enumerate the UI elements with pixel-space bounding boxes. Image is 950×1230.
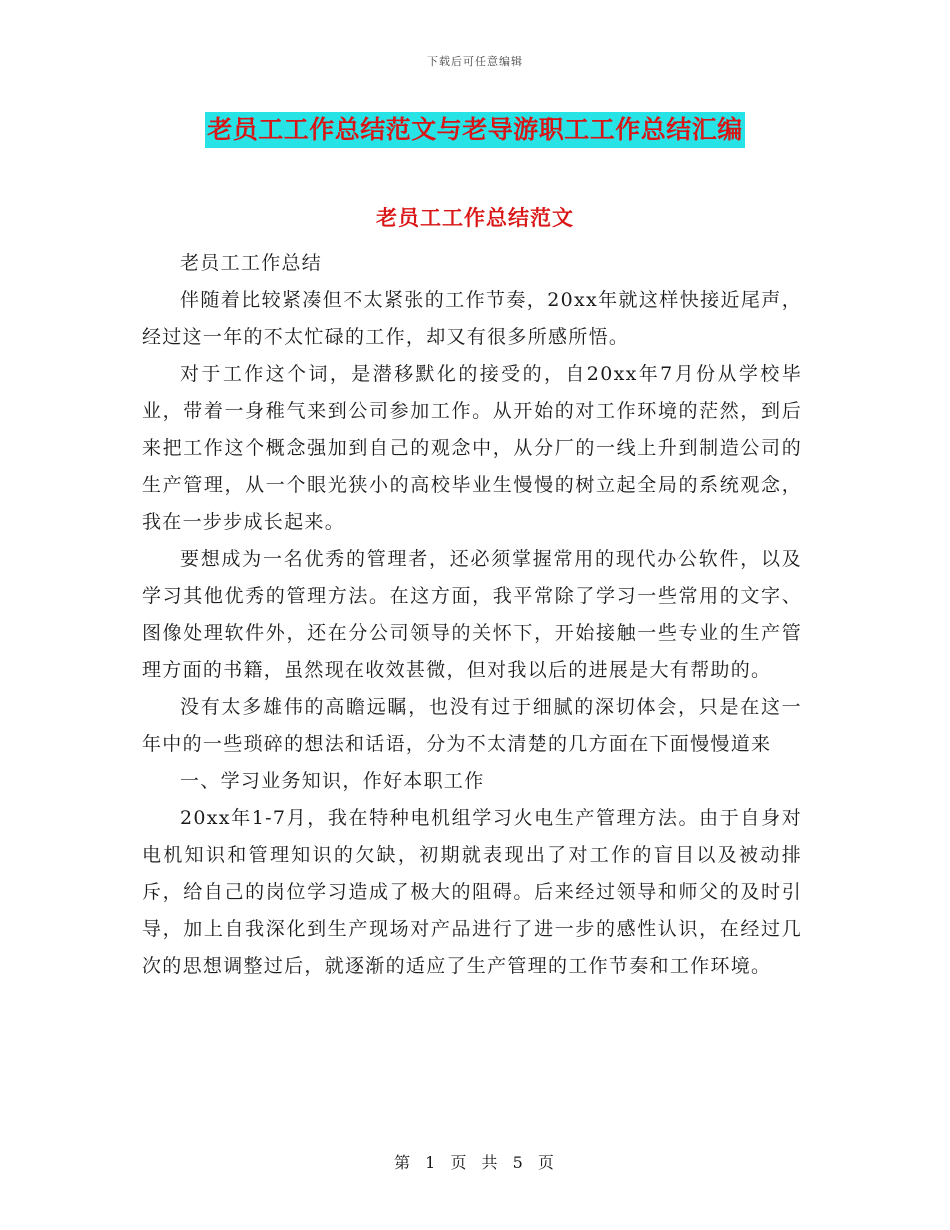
paragraph: 没有太多雄伟的高瞻远瞩，也没有过于细腻的深切体会，只是在这一年中的一些琐碎的想法和话语，分为不太清楚的几方面在下面慢慢道来 [142,696,802,755]
page-footer: 第 1 页 共 5 页 [394,1153,556,1172]
paragraph: 要想成为一名优秀的管理者，还必须掌握常用的现代办公软件，以及学习其他优秀的管理方法。在这方面，我平常除了学习一些常用的文字、图像处理软件外，还在分公司领导的关怀下，开始接触一些专业的生产管理方面的书籍，虽然现在收效甚微，但对我以后的进展是大有帮助的。 [142,548,802,681]
section-heading: 一、学习业务知识，作好本职工作 [180,770,485,792]
paragraph: 20xx年1-7月，我在特种电机组学习火电生产管理方法。由于自身对电机知识和管理知识的欠缺，初期就表现出了对工作的盲目以及被动排斥，给自己的岗位学习造成了极大的阻碍。后来经过领导和师父的及时引导，加上自我深化到生产现场对产品进行了进一步的感性认识，在经过几次的思想调整过后，就逐渐的适应了生产管理的工作节奏和工作环境。 [142,807,802,977]
main-title: 老员工工作总结范文与老导游职工工作总结汇编 [205,112,745,148]
header-note: 下载后可任意编辑 [427,55,523,68]
paragraph-heading: 老员工工作总结 [180,252,323,274]
body-text [142,245,802,985]
main-title-container [0,112,950,148]
paragraph: 伴随着比较紧凑但不太紧张的工作节奏，20xx年就这样快接近尾声，经过这一年的不太忙碌的工作，却又有很多所感所悟。 [142,289,802,348]
paragraph: 对于工作这个词，是潜移默化的接受的，自20xx年7月份从学校毕业，带着一身稚气来到公司参加工作。从开始的对工作环境的茫然，到后来把工作这个概念强加到自己的观念中，从分厂的一线上升到制造公司的生产管理，从一个眼光狭小的高校毕业生慢慢的树立起全局的系统观念，我在一步步成长起来。 [142,363,802,533]
section-title: 老员工工作总结范文 [376,205,574,230]
